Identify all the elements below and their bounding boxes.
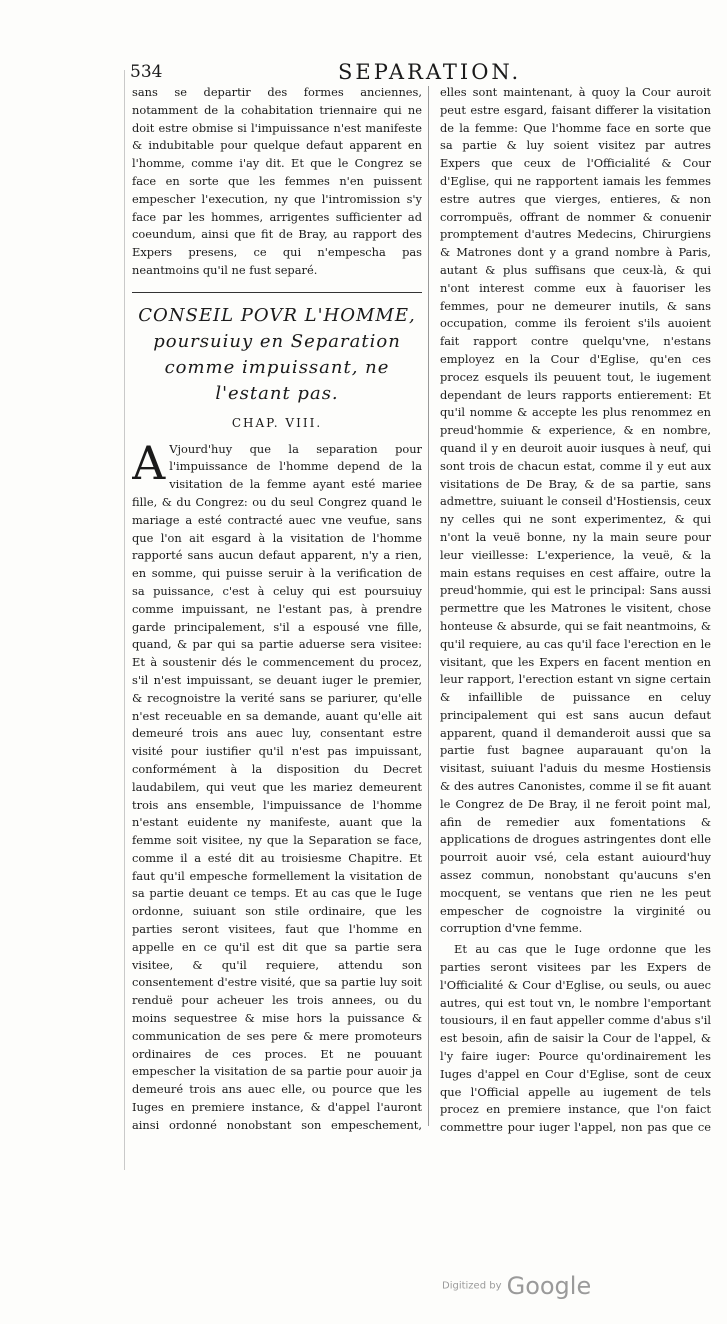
right-paragraph-2: Et au cas que le Iuge ordonne que les parties seront visitees par les Expers de l'Officialité & Cour d'Eglise, ou seuls, ou auec autres, qui est tout vn, le nombre l'emportant tousiours, il en faut appeller comme d'abus s'il est besoin, afin de saisir la Cour de l'appel, & l'y faire iuger: Pource qu'ordinairement les Iuges d'appel en Cour d'Eglise, sont de ceux que l'Official appelle au iugement de tels procez en premiere instance, que l'on faict commettre pour iuger l'appel, non pas que ce — [440, 942, 711, 1134]
chapter-paragraph-text: Vjourd'huy que la separation pour l'impuissance de l'homme depend de la visitation de la femme ayant esté mariee fille, & du Congrez: ou du seul Congrez quand le mariage a esté contracté auec vne veufue, sans que l'on ait esgard à la visitation de l'homme rapporté sans aucun defaut apparent, n'y a rien, en somme, qui puisse seruir à la verification de sa puissance, c'est à celuy qui est poursuiuy comme impuissant, ne l'estant pas, à prendre garde principalement, s'il a espousé vne fille, quand, & par qui sa partie aduerse sera visitee: Et à soustenir dés le commencement du procez, s'il n'est impuissant, se deuant iuger le premier, & recognoistre la verité sans se pariurer, qu'elle n'est receuable en sa demande, auant qu'elle ait demeuré trois ans auec luy, consentant estre visité pour iustifier qu'il n'est pas impuissant, conformément à la disposition du Decret laudabilem, qui veut que les mariez demeurent trois ans ensemble, l'impuissance de l'homme n'estant euidente ny manifeste, auant que la femme soit visitee, ny que la Separation se face, comme il a esté dit au troisiesme Chapitre. Et faut qu'il empesche formellement la visitation de sa partie deuant ce temps. Et au cas que le Iuge ordonne, suiuant son stile ordinaire, que les parties seront visitees, faut que l'homme en appelle en ce qu'il est dit que sa partie sera visitee, & qu'il requiere, attendu son consentement d'estre visité, que sa partie luy soit renduë pour acheuer les trois annees, ou du moins sequestree & mise hors la puissance & communication de ses pere & mere promoteurs ordinaires de ces proces. Et ne pouuant empescher la visitation de sa partie pour auoir ja demeuré trois ans auec elle, ou pource que les Iuges en premiere instance, & d'appel l'auront ainsi ordonné nonobstant son empeschement, — [132, 441, 422, 1132]
running-title: SEPARATION. — [338, 60, 522, 84]
right-column — [440, 84, 711, 1134]
left-column — [132, 84, 422, 1134]
right-paragraph-1: elles sont maintenant, à quoy la Cour auroit peut estre esgard, faisant differer la visitation de la femme: Que l'homme face en sorte que sa partie & luy soient visitez par autres Expers que ceux de l'Officialité & Cour d'Eglise, qui ne rapportent iamais les femmes estre autres que vierges, entieres, & non corrompuës, offrant de nommer & conuenir promptement d'autres Medecins, Chirurgiens & Matrones dont y a grand nombre à Paris, autant & plus suffisans que ceux-là, & qui n'ont interest comme eux à fauoriser les femmes, pour ne demeurer inutils, & sans occupation, comme ils feroient s'ils auoient fait rapport contre quelqu'vne, n'estans employez en la Cour d'Eglise, qu'en ces procez esquels ils peuuent tout, le iugement dependant de leurs rapports entierement: Et qu'il nomme & accepte les plus renommez en preud'hommie & experience, & en nombre, quand il y en deuroit auoir iusques à neuf, qui sont trois de chacun estat, comme il y eut aux visitations de De Bray, & de sa partie, sans admettre, suiuant le conseil d'Hostiensis, ceux ny celles qui ne sont experimentez, & qui n'ont la veuë bonne, ny la main seure pour leur vieillesse: L'experience, la veuë, & la main estans requises en cest affaire, outre la preud'hommie, qui est le principal: Sans aussi permettre que les Matrones le visitent, chose honteuse & absurde, qui se fait neantmoins, & qu'il requiere, au cas qu'il face l'erection en le visitant, que les Expers en facent mention en leur rapport, l'erection estant vn signe certain & infaillible de puissance en celuy principalement qui est sans aucun defaut apparent, quand il demanderoit aussi que sa partie fust bagnee auparauant qu'on la visitast, suiuant l'aduis du mesme Hostiensis & des autres Canonistes, comme il se fit auant le Congrez de De Bray, il ne feroit point mal, afin de remedier aux fomentations & applications de drogues astringentes dont elle pourroit auoir vsé, cela estant auiourd'huy assez commun, nonobstant qu'aucuns s'en mocquent, se ventans que rien ne les peut empescher de cognoistre la virginité ou corruption d'vne femme. — [440, 85, 711, 936]
chapter-paragraph — [132, 435, 422, 1134]
drop-cap: A — [132, 435, 166, 490]
section-divider — [132, 292, 422, 293]
intro-paragraph: sans se departir des formes anciennes, notamment de la cohabitation triennaire qui ne doit estre obmise si l'impuissance n'est manifeste & indubitable pour quelque defaut apparent en l'homme, comme i'ay dit. Et que le Congrez se face en sorte que les femmes n'en puissent empescher l'execution, ny que l'intromission s'y face par les hommes, arrigentes sufficienter ad coeundum, ainsi que fit de Bray, au rapport des Expers presens, ce qui n'empescha pas neantmoins qu'il ne fust separé. — [132, 85, 422, 277]
section-title: CONSEIL POVR L'HOMME, poursuiuy en Separation comme impuissant, ne l'estant pas. — [138, 304, 416, 404]
digitization-watermark — [442, 1272, 591, 1302]
column-divider — [428, 86, 429, 1126]
page-number: 534 — [130, 62, 163, 82]
chapter-heading: CHAP. VIII. — [231, 415, 323, 430]
digitized-label: Digitized by — [442, 1280, 502, 1292]
google-logo: Google — [506, 1272, 592, 1300]
page-edge-shadow — [124, 70, 125, 1170]
running-head — [130, 62, 540, 86]
